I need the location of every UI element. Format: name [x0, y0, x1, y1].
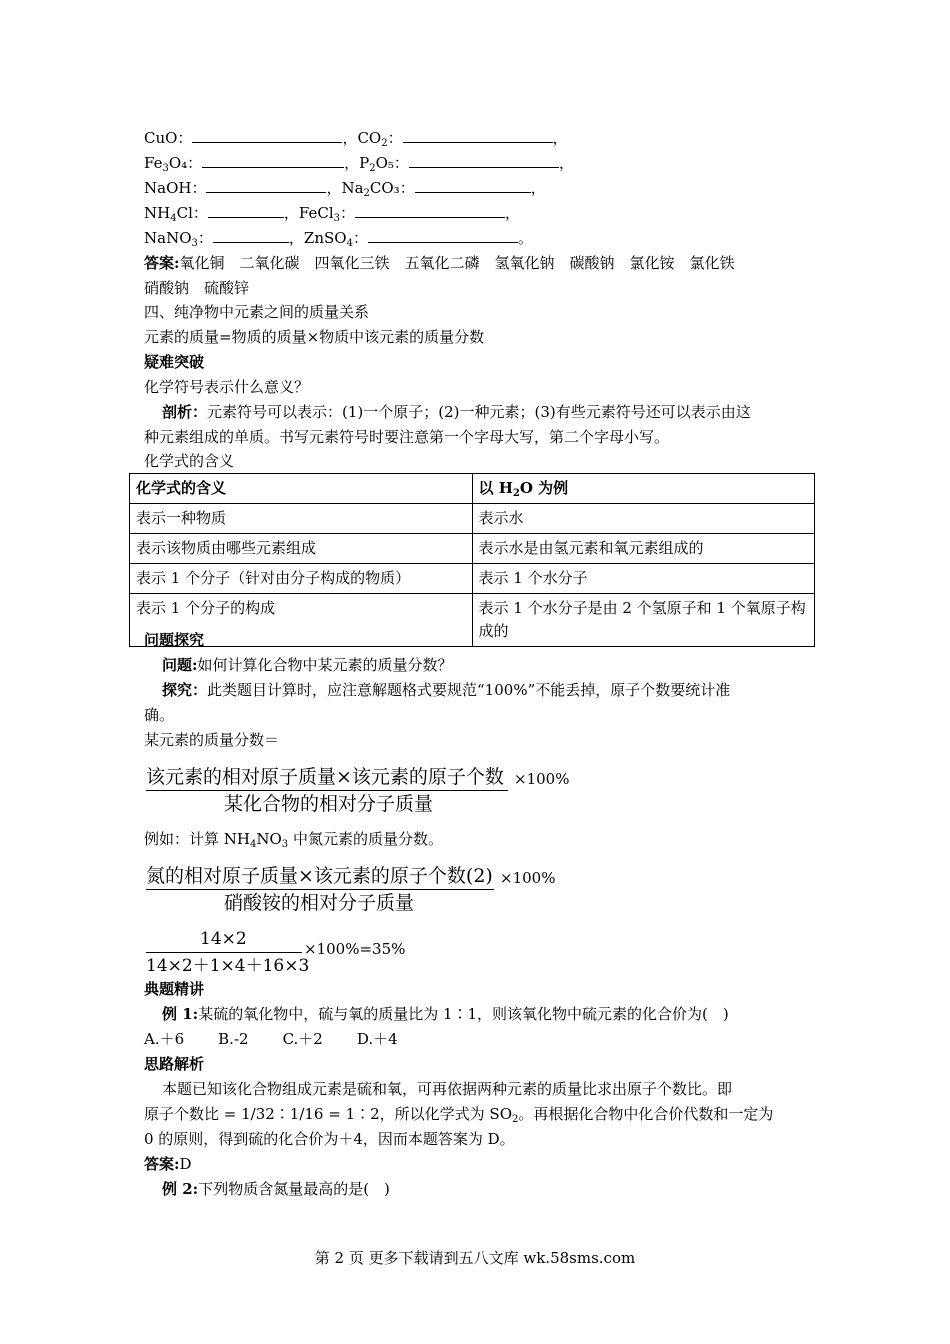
answer-blank[interactable] — [213, 228, 289, 243]
section-heading: 疑难突破 — [144, 353, 205, 371]
mass-fraction-label: 某元素的质量分数＝ — [144, 731, 280, 749]
answer-label: 答案: — [144, 1155, 180, 1173]
answer-line-1 — [144, 253, 735, 273]
nitrogen-fraction-formula — [146, 863, 556, 916]
question-label: 问题: — [162, 656, 198, 674]
explore-text: 此类题目计算时，应注意解题格式要规范“100%”不能丢掉，原子个数要统计准 — [207, 681, 731, 699]
fill-label: CuO： — [144, 129, 193, 147]
fill-label: ，Na — [326, 179, 364, 197]
example-1-options — [144, 1029, 398, 1049]
fill-label: NH — [144, 204, 171, 222]
subscript: 4 — [249, 839, 257, 850]
fill-label: O₄： — [168, 154, 203, 172]
subscript: 2 — [512, 488, 520, 499]
fraction-denominator: 某化合物的相对分子质量 — [224, 793, 434, 815]
analysis-text: 种元素组成的单质。书写元素符号时要注意第一个字母大写，第二个字母小写。 — [144, 428, 670, 446]
example-question: 下列物质含氮量最高的是( ) — [198, 1180, 390, 1198]
reasoning-text: 本题已知该化合物组成元素是硫和氧，可再依据两种元素的质量比求出原子个数比。即 — [162, 1080, 733, 1098]
example-label: 例 1: — [162, 1005, 199, 1023]
example-intro — [144, 829, 443, 849]
analysis-label: 剖析： — [162, 403, 208, 421]
table-cell: 表示 1 个分子的构成 — [130, 594, 473, 647]
punctuation: 。 — [517, 229, 533, 247]
mass-relation-formula: 元素的质量=物质的质量×物质中该元素的质量分数 — [144, 328, 485, 346]
table-cell: 表示一种物质 — [130, 504, 473, 534]
fill-label: ，FeCl — [283, 204, 334, 222]
question-line — [162, 655, 453, 675]
formula-meaning-table — [129, 473, 815, 647]
fill-row-nh4cl — [144, 203, 520, 223]
answer-blank[interactable] — [403, 128, 553, 143]
reasoning-text: 0 的原则，得到硫的化合价为＋4，因而本题答案为 D。 — [144, 1130, 515, 1148]
table-cell: 表示 1 个水分子 — [472, 564, 815, 594]
example-2-line — [162, 1179, 390, 1199]
answer-blank[interactable] — [415, 178, 531, 193]
explore-text: 确。 — [144, 706, 175, 724]
table-cell: 表示水 — [472, 504, 815, 534]
table-cell: 表示该物质由哪些元素组成 — [130, 534, 473, 564]
answer-blank[interactable] — [208, 203, 284, 218]
answer-text-continued: 硝酸钠 硫酸锌 — [144, 279, 250, 297]
table-row — [130, 504, 815, 534]
table-header-cell — [472, 474, 815, 504]
answer-text: 氧化铜 二氧化碳 四氧化三铁 五氧化二磷 氢氧化钠 碳酸钠 氯化铵 氯化铁 — [179, 254, 735, 272]
table-header-cell: 化学式的含义 — [130, 474, 473, 504]
fraction-denominator: 14×2＋1×4＋16×3 — [146, 956, 310, 976]
reasoning-text: 原子个数比 = 1/32∶1/16 = 1∶2，所以化学式为 SO — [144, 1105, 513, 1123]
example-label: 例 2: — [162, 1180, 199, 1198]
fill-label: ： — [387, 129, 403, 147]
explore-label: 探究： — [162, 681, 208, 699]
fill-label: CO₃： — [369, 179, 415, 197]
reasoning-text: 。再根据化合物中化合价代数和一定为 — [518, 1105, 774, 1123]
question-text: 化学符号表示什么意义？ — [144, 378, 310, 396]
fraction-multiplier: ×100% — [514, 770, 570, 788]
punctuation: ， — [530, 179, 546, 197]
fill-label: Fe — [144, 154, 163, 172]
section-heading: 问题探究 — [144, 631, 205, 649]
explore-line-1 — [162, 680, 730, 700]
fraction-numerator: 该元素的相对原子质量×该元素的原子个数 — [146, 766, 504, 788]
fill-label: Cl： — [176, 204, 208, 222]
table-row — [130, 564, 815, 594]
subscript: 3 — [191, 238, 198, 249]
answer-blank[interactable] — [368, 228, 518, 243]
header-text: 以 H — [478, 479, 513, 497]
fill-row-naoh — [144, 178, 546, 198]
subscript: 4 — [346, 238, 353, 249]
fill-label: NaNO — [144, 229, 192, 247]
option-d: D.＋4 — [356, 1030, 398, 1048]
example-text: 中氮元素的质量分数。 — [288, 830, 443, 848]
section-heading: 四、纯净物中元素之间的质量关系 — [144, 303, 370, 321]
example-text: 例如：计算 NH — [144, 830, 250, 848]
section-heading: 思路解析 — [144, 1055, 205, 1073]
analysis-text: 元素符号可以表示：(1)一个原子；(2)一种元素；(3)有些元素符号还可以表示由这 — [207, 403, 751, 421]
fill-row-cuo — [144, 128, 568, 148]
subscript: 3 — [281, 839, 289, 850]
punctuation: ， — [552, 129, 568, 147]
subscript: 4 — [170, 213, 177, 224]
analysis-line-1 — [162, 402, 751, 422]
punctuation: ， — [558, 154, 574, 172]
example-text: NO — [256, 830, 282, 848]
fill-label: ： — [340, 204, 356, 222]
answer-blank[interactable] — [202, 153, 344, 168]
answer-blank[interactable] — [409, 153, 559, 168]
table-cell: 表示 1 个水分子是由 2 个氢原子和 1 个氧原子构成的 — [472, 594, 815, 647]
fill-row-nano3 — [144, 228, 533, 248]
option-b: B.-2 — [218, 1030, 249, 1048]
question-text: 如何计算化合物中某元素的质量分数？ — [197, 656, 453, 674]
punctuation: ， — [505, 204, 521, 222]
table-header-row — [130, 474, 815, 504]
fraction-numerator: 氮的相对原子质量×该元素的原子个数(2) — [146, 865, 493, 887]
fraction-multiplier: ×100% — [500, 869, 556, 887]
subscript: 3 — [333, 213, 340, 224]
example-1-line — [162, 1004, 729, 1024]
table-cell: 表示水是由氢元素和氧元素组成的 — [472, 534, 815, 564]
table-row — [130, 594, 815, 647]
answer-text: D — [179, 1155, 192, 1173]
answer-blank[interactable] — [192, 128, 342, 143]
fill-label: O₅： — [375, 154, 409, 172]
subscript: 2 — [512, 1114, 519, 1125]
option-c: C.＋2 — [282, 1030, 323, 1048]
answer-label: 答案: — [144, 254, 180, 272]
example-question: 某硫的氧化物中，硫与氧的质量比为 1∶1，则该氧化物中硫元素的化合价为( ) — [198, 1005, 729, 1023]
fill-label: ，ZnSO — [288, 229, 347, 247]
subscript: 3 — [162, 163, 169, 174]
numeric-fraction-formula — [146, 926, 406, 979]
fill-label: NaOH： — [144, 179, 207, 197]
fraction-denominator: 硝酸铵的相对分子质量 — [224, 892, 415, 914]
mass-fraction-formula — [146, 764, 570, 817]
fill-label: ，P — [344, 154, 370, 172]
page-footer: 第 2 页 更多下载请到五八文库 wk.58sms.com — [314, 1249, 636, 1267]
subscript: 2 — [369, 163, 376, 174]
subscript: 2 — [381, 138, 388, 149]
answer-blank[interactable] — [206, 178, 326, 193]
table-row — [130, 534, 815, 564]
header-text: O 为例 — [519, 479, 569, 497]
reasoning-line-2 — [144, 1104, 773, 1124]
subscript: 2 — [363, 188, 370, 199]
fraction-numerator: 14×2 — [200, 929, 247, 949]
option-a: A.＋6 — [144, 1030, 185, 1048]
fill-label: ，CO — [342, 129, 382, 147]
section-heading: 典题精讲 — [144, 980, 205, 998]
answer-line-2 — [144, 1154, 192, 1174]
table-caption: 化学式的含义 — [144, 452, 235, 470]
fill-label: ： — [197, 229, 213, 247]
fraction-result: ×100%=35% — [304, 940, 406, 958]
fill-row-fe3o4 — [144, 153, 574, 173]
fill-label: ： — [352, 229, 368, 247]
table-cell: 表示 1 个分子（针对由分子构成的物质） — [130, 564, 473, 594]
answer-blank[interactable] — [355, 203, 505, 218]
